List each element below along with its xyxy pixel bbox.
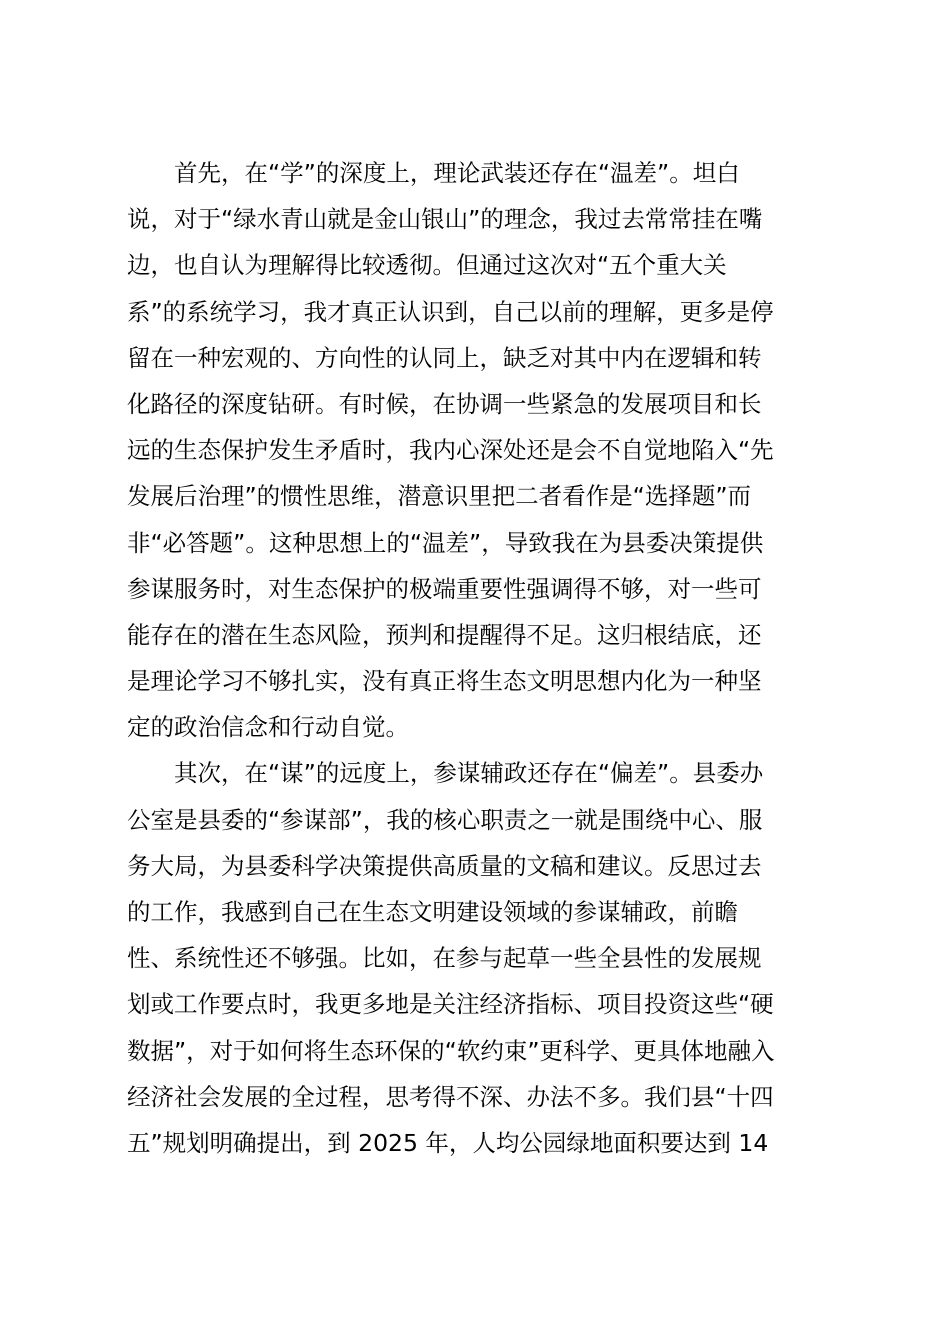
text-line: 首先，在“学”的深度上，理论武装还存在“温差”。坦白: [127, 159, 740, 187]
text-line: 化路径的深度钻研。有时候，在协调一些紧急的发展项目和长: [127, 389, 762, 418]
text-line: 其次，在“谋”的远度上，参谋辅政还存在“偏差”。县委办: [127, 759, 764, 788]
text-line: 系”的系统学习，我才真正认识到，自己以前的理解，更多是停: [127, 297, 774, 326]
text-line: 留在一种宏观的、方向性的认同上，缺乏对其中内在逻辑和转: [127, 343, 762, 372]
text-line: 的工作，我感到自己在生态文明建设领域的参谋辅政，前瞻: [127, 898, 738, 926]
text-line: 参谋服务时，对生态保护的极端重要性强调得不够，对一些可: [127, 574, 762, 603]
text-line: 务大局，为县委科学决策提供高质量的文稿和建议。反思过去: [127, 851, 762, 880]
text-line: 五”规划明确提出，到 2025 年，人均公园绿地面积要达到 14: [127, 1128, 769, 1157]
text-line: 是理论学习不够扎实，没有真正将生态文明思想内化为一种坚: [127, 667, 762, 696]
text-line: 边，也自认为理解得比较透彻。但通过这次对“五个重大关: [127, 251, 727, 280]
text-line: 性、系统性还不够强。比如，在参与起草一些全县性的发展规: [127, 944, 762, 973]
paragraph-2: [127, 750, 837, 1166]
text-line: 能存在的潜在生态风险，预判和提醒得不足。这归根结底，还: [127, 620, 762, 649]
document-body: [127, 150, 837, 1166]
paragraph-1: [127, 150, 837, 750]
text-line: 非“必答题”。这种思想上的“温差”，导致我在为县委决策提供: [127, 528, 764, 557]
text-line: 远的生态保护发生矛盾时，我内心深处还是会不自觉地陷入“先: [127, 436, 774, 465]
text-line: 公室是县委的“参谋部”，我的核心职责之一就是围绕中心、服: [127, 805, 763, 834]
text-line: 定的政治信念和行动自觉。: [127, 713, 409, 742]
text-line: 发展后治理”的惯性思维，潜意识里把二者看作是“选择题”而: [127, 482, 752, 511]
text-line: 说，对于“绿水青山就是金山银山”的理念，我过去常常挂在嘴: [127, 205, 763, 234]
text-line: 划或工作要点时，我更多地是关注经济指标、项目投资这些“硬: [127, 990, 774, 1019]
text-line: 数据”，对于如何将生态环保的“软约束”更科学、更具体地融入: [127, 1036, 775, 1065]
text-line: 经济社会发展的全过程，思考得不深、办法不多。我们县“十四: [127, 1082, 774, 1111]
